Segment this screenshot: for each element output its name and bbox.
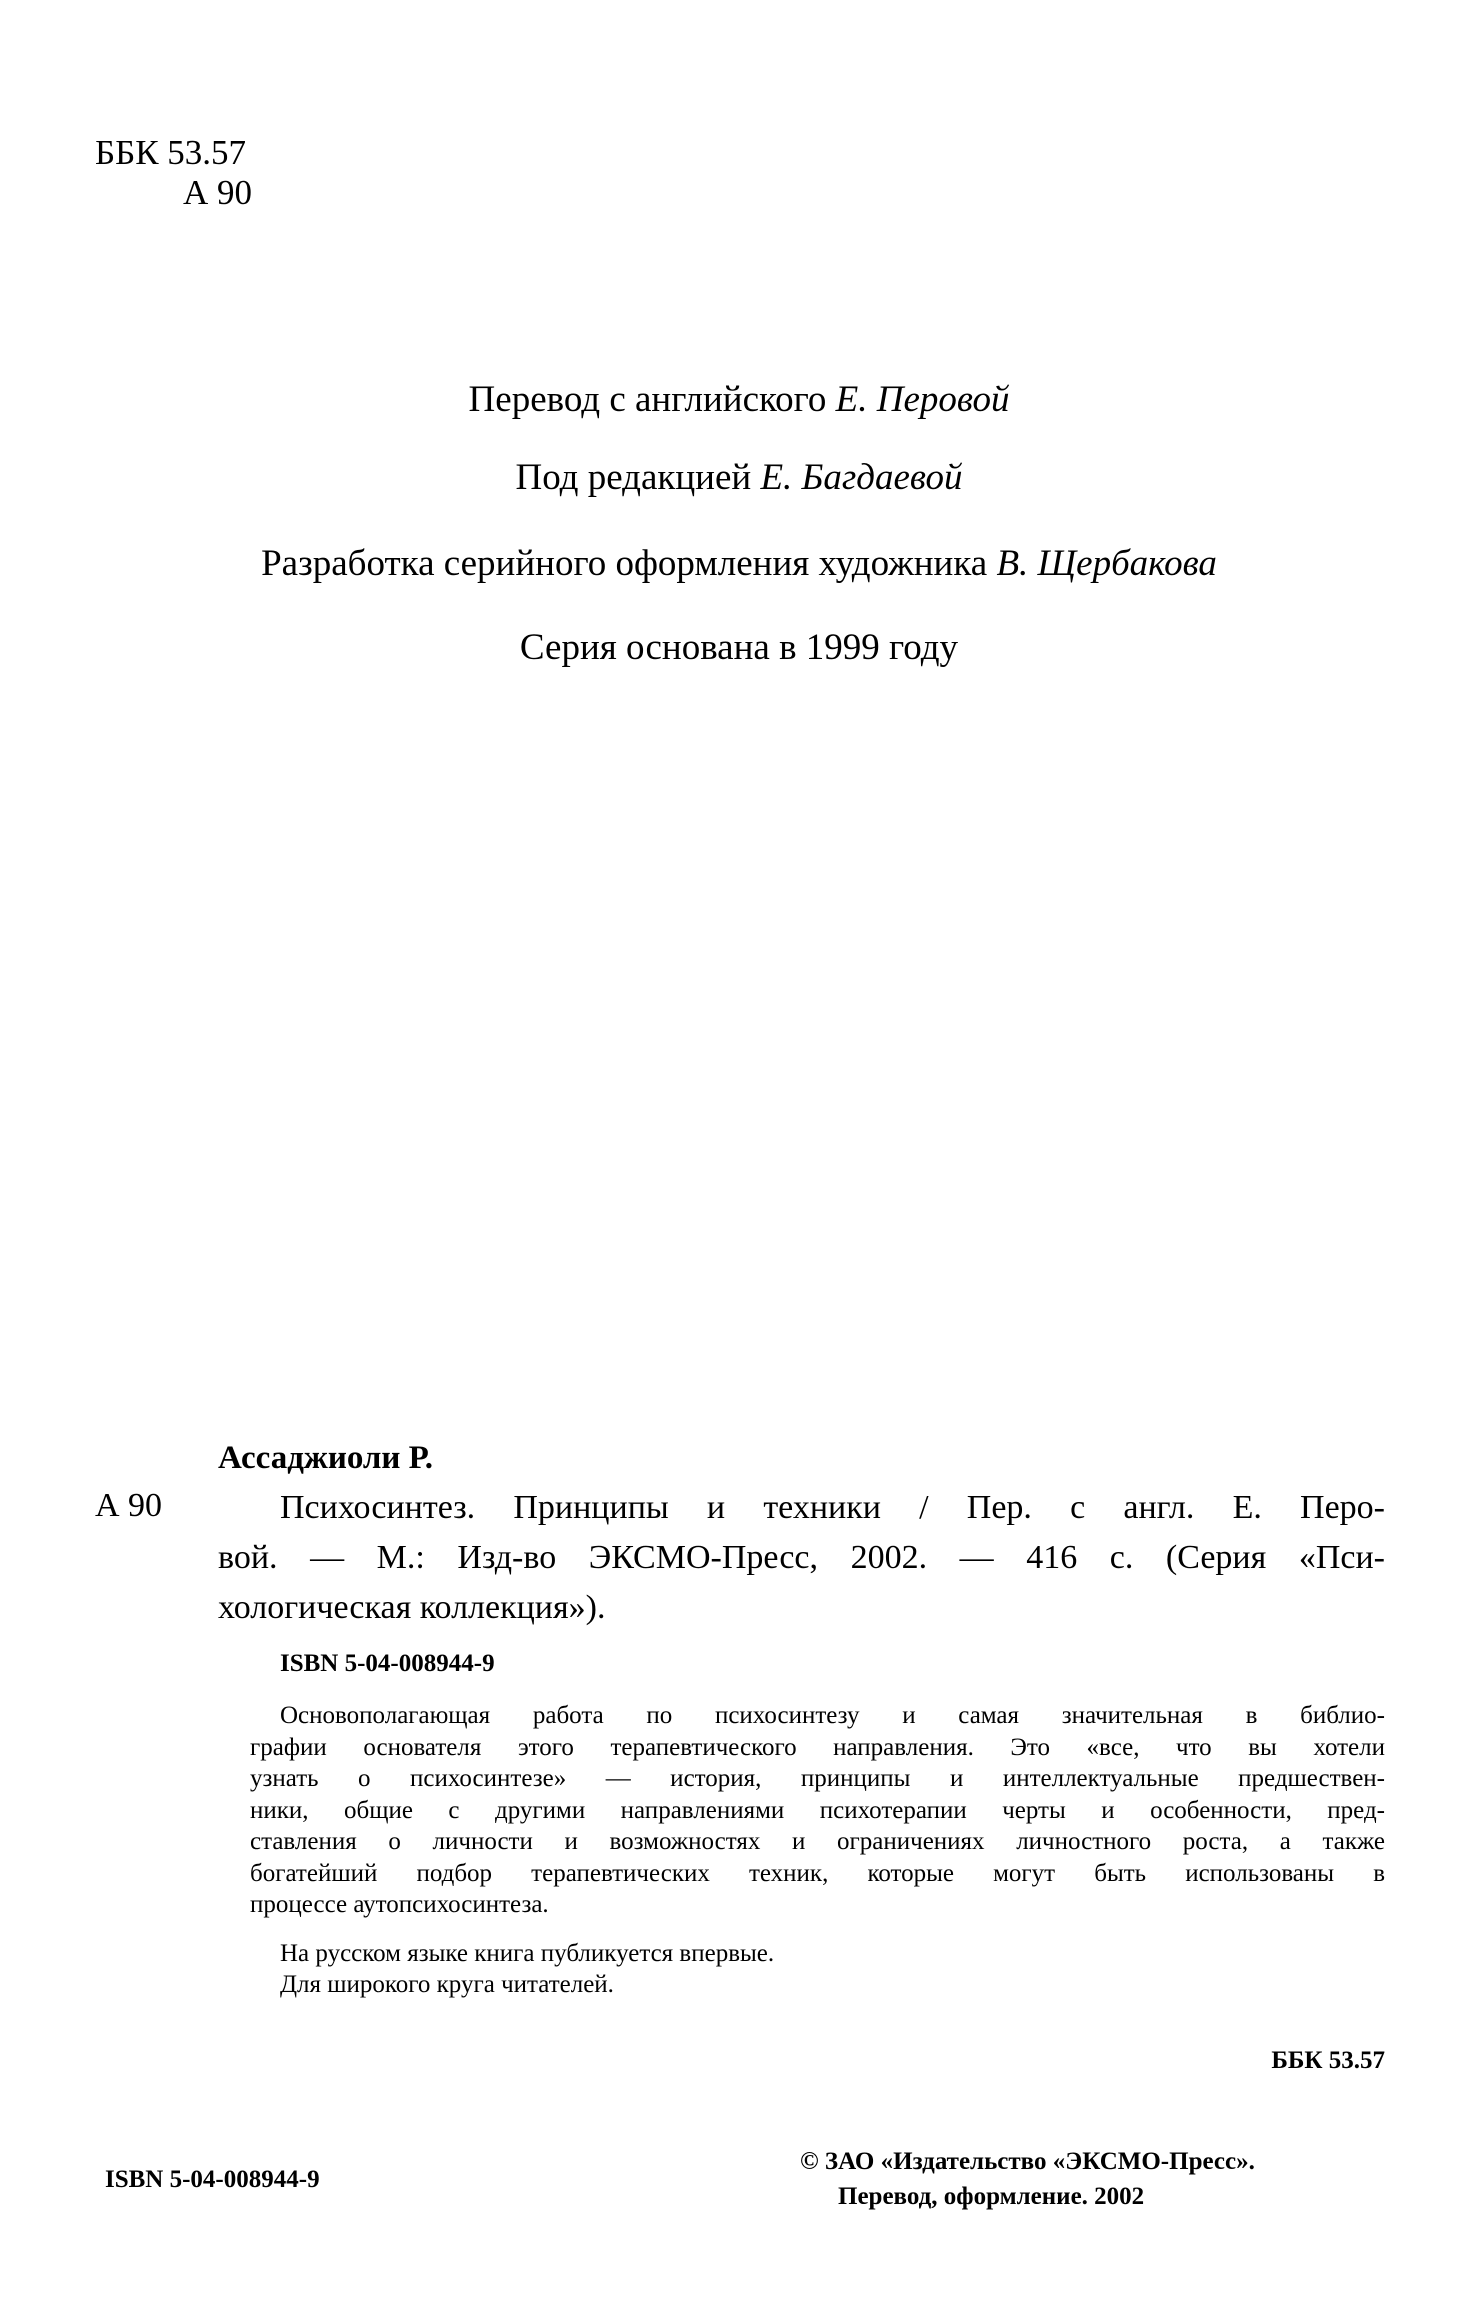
catalog-abstract (250, 1700, 1385, 1921)
credit-label: Серия основана в 1999 году (519, 627, 959, 668)
credit-label: Под редакцией (515, 457, 752, 498)
copyright-line: © ЗАО «Издательство «ЭКСМО-Пресс». (800, 2148, 1255, 2175)
description-line: вой. — М.: Изд-во ЭКСМО-Пресс, 2002. — 416 с. (Серия «Пси- (218, 1539, 1385, 1576)
design-credit (0, 542, 1478, 585)
credit-name: Е. Перовой (835, 379, 1010, 420)
description-line: Психосинтез. Принципы и техники / Пер. с англ. Е. Перо- (280, 1489, 1385, 1526)
catalog-description (218, 1483, 1385, 1633)
note-line: Для широкого круга читателей. (280, 1971, 614, 1998)
credit-name: В. Щербакова (996, 543, 1217, 584)
author-mark: А 90 (183, 173, 253, 212)
description-line: хологическая коллекция»). (218, 1589, 606, 1626)
catalog-author: Ассаджиоли Р. (218, 1440, 433, 1476)
credit-name: Е. Багдаевой (760, 457, 963, 498)
catalog-notes (280, 1938, 774, 2000)
abstract-line: богатейший подбор терапевтических техник, которые могут быть использованы в (250, 1859, 1385, 1887)
note-line: На русском языке книга публикуется впервые. (280, 1940, 775, 1967)
abstract-line: Основополагающая работа по психосинтезу и самая значительная в библио- (280, 1702, 1385, 1729)
abstract-line: ставления о личности и возможностях и ограничениях личностного роста, а также (250, 1828, 1385, 1855)
top-codes (95, 133, 252, 213)
credit-label: Разработка серийного оформления художника (261, 543, 988, 584)
abstract-line: процессе аутопсихосинтеза. (250, 1891, 549, 1918)
catalog-isbn: ISBN 5-04-008944-9 (280, 1650, 495, 1677)
editor-credit (0, 456, 1478, 499)
catalog-author-mark: А 90 (95, 1487, 163, 1524)
abstract-line: ники, общие с другими направлениями психотерапии черты и особенности, пред- (250, 1796, 1385, 1824)
catalog-bbk: ББК 53.57 (1271, 2047, 1385, 2074)
credit-label: Перевод с английского (468, 379, 827, 420)
series-founded (0, 626, 1478, 669)
abstract-line: узнать о психосинтезе» — история, принципы и интеллектуальные предшествен- (250, 1765, 1385, 1792)
footer-isbn: ISBN 5-04-008944-9 (105, 2166, 320, 2193)
abstract-line: графии основателя этого терапевтического направления. Это «все, что вы хотели (250, 1733, 1385, 1761)
bbk-code: ББК 53.57 (95, 133, 247, 172)
copyright (800, 2144, 1255, 2214)
copyright-line: Перевод, оформление. 2002 (838, 2183, 1145, 2210)
translator-credit (0, 378, 1478, 421)
